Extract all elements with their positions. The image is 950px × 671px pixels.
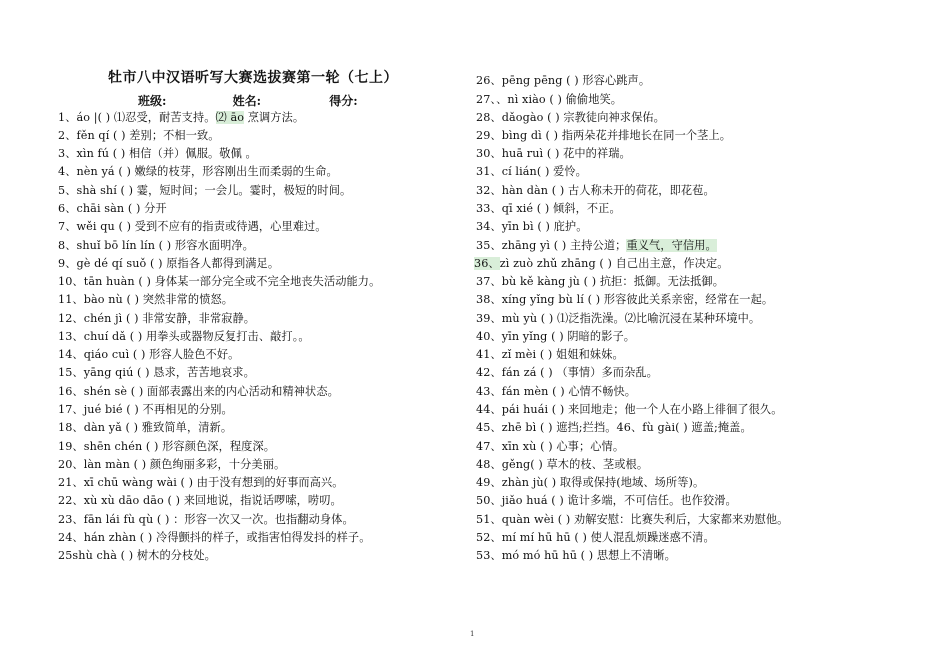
list-item: 39、mù yù ( ) ⑴泛指洗澡。⑵比喻沉浸在某种环境中。 [476,312,761,325]
list-item: 11、bào nù ( ) 突然非常的愤怒。 [58,293,234,306]
list-item: 17、jué bié ( ) 不再相见的分别。 [58,403,233,416]
list-item: 15、yāng qiú ( ) 恳求，苦苦地哀求。 [58,366,255,379]
list-item: 51、quàn wèi ( ) 劝解安慰：比赛失利后，大家都来劝慰他。 [476,513,789,526]
list-item: 20、làn màn ( ) 颜色绚丽多彩，十分美丽。 [58,458,286,471]
page-number: 1 [470,630,475,638]
list-item: 18、dàn yǎ ( ) 雅致简单，清新。 [58,421,233,434]
list-item: 42、fán zá ( ) （事情）多而杂乱。 [476,366,658,379]
list-item: 4、nèn yá ( ) 嫩绿的枝芽，形容刚出生而柔弱的生命。 [58,165,338,178]
highlight-mark: 36、 [474,257,500,270]
name-label: 姓名: [232,94,262,108]
list-item: 12、chén jì ( ) 非常安静，非常寂静。 [58,312,256,325]
list-item: 2、fěn qí ( ) 差别；不相一致。 [58,129,220,142]
list-item: 35、zhāng yì ( ) 主持公道；重义气，守信用。 [476,239,717,252]
list-item: 29、bìng dì ( ) 指两朵花并排地长在同一个茎上。 [476,129,732,142]
list-item: 27、、nì xiào ( ) 偷偷地笑。 [476,93,623,106]
list-item: 7、wěi qu ( ) 受到不应有的指责或待遇，心里难过。 [58,220,327,233]
page-title: 牡市八中汉语听写大赛选拔赛第一轮（七上） [108,70,398,86]
list-item: 16、shén sè ( ) 面部表露出来的内心活动和精神状态。 [58,385,339,398]
list-item: 28、dǎogào ( ) 宗教徒向神求保佑。 [476,111,665,124]
list-item: 26、pēng pēng ( ) 形容心跳声。 [476,74,651,87]
list-item: 52、mí mí hū hū ( ) 使人混乱烦躁迷惑不清。 [476,531,715,544]
list-item: 31、cí lián( ) 爱怜。 [476,165,587,178]
list-item: 32、hàn dàn ( ) 古人称未开的荷花，即花苞。 [476,184,715,197]
list-item: 34、yīn bì ( ) 庇护。 [476,220,588,233]
list-item: 25shù chà ( ) 树木的分枝处。 [58,549,216,562]
list-item: 22、xù xù dāo dāo ( ) 来回地说，指说话啰嗦，唠叨。 [58,494,342,507]
class-label: 班级: [138,94,167,108]
list-item: 24、hán zhàn ( ) 冷得颤抖的样子，或指害怕得发抖的样子。 [58,531,371,544]
list-item: 6、chāi sàn ( ) 分开 [58,202,167,215]
student-info-fields [138,92,358,109]
list-item: 3、xìn fú ( ) 相信（并）佩服。敬佩 。 [58,147,257,160]
list-item: 10、tān huàn ( ) 身体某一部分完全或不完全地丧失活动能力。 [58,275,381,288]
list-item: 48、gěng( ) 草木的枝、茎或根。 [476,458,649,471]
list-item: 44、pái huái ( ) 来回地走；他一个人在小路上徘徊了很久。 [476,403,783,416]
highlight-mark: 重义气，守信用。 [626,239,717,252]
list-item: 21、xī chū wàng wài ( ) 由于没有想到的好事而高兴。 [58,476,344,489]
list-item: 13、chuí dǎ ( ) 用拳头或器物反复打击、敲打。。 [58,330,310,343]
list-item: 47、xīn xù ( ) 心事；心情。 [476,440,625,453]
list-item: 14、qiáo cuì ( ) 形容人脸色不好。 [58,348,240,361]
list-item: 43、fán mèn ( ) 心情不畅快。 [476,385,637,398]
list-item: 49、zhàn jù( ) 取得或保持(地域、场所等)。 [476,476,705,489]
list-item: 40、yīn yǐng ( ) 阴暗的影子。 [476,330,636,343]
highlight-mark: ⑵ āo [215,111,245,124]
list-item: 33、qī xié ( ) 倾斜，不正。 [476,202,621,215]
list-item: 41、zǐ mèi ( ) 姐姐和妹妹。 [476,348,624,361]
list-item: 53、mó mó hū hū ( ) 思想上不清晰。 [476,549,676,562]
list-item: 23、fān lái fù qù ( ) ：形容一次又一次。也指翻动身体。 [58,513,354,526]
list-item: 38、xíng yǐng bù lí ( ) 形容彼此关系亲密，经常在一起。 [476,293,774,306]
list-item: 37、bù kě kàng jù ( ) 抗拒：抵御。无法抵御。 [476,275,725,288]
list-item: 8、shuǐ bō lín lín ( ) 形容水面明净。 [58,239,254,252]
list-item: 50、jiǎo huá ( ) 诡计多端，不可信任。也作狡滑。 [476,494,737,507]
score-label: 得分: [329,94,358,108]
list-item: 1、áo |( ) ⑴忍受，耐苦支持。⑵ āo 烹调方法。 [58,111,305,124]
list-item: 5、shà shí ( ) 霎，短时间；一会儿。霎时，极短的时间。 [58,184,352,197]
list-item: 9、gè dé qí suǒ ( ) 原指各人都得到满足。 [58,257,280,270]
list-item: 45、zhē bì ( ) 遮挡;拦挡。46、fù gài( ) 遮盖;掩盖。 [476,421,752,434]
list-item: 30、huā ruì ( ) 花中的祥瑞。 [476,147,631,160]
list-item: 19、shēn chén ( ) 形容颜色深，程度深。 [58,440,276,453]
list-item: 36、zì zuò zhǔ zhāng ( ) 自己出主意，作决定。 [474,257,729,270]
